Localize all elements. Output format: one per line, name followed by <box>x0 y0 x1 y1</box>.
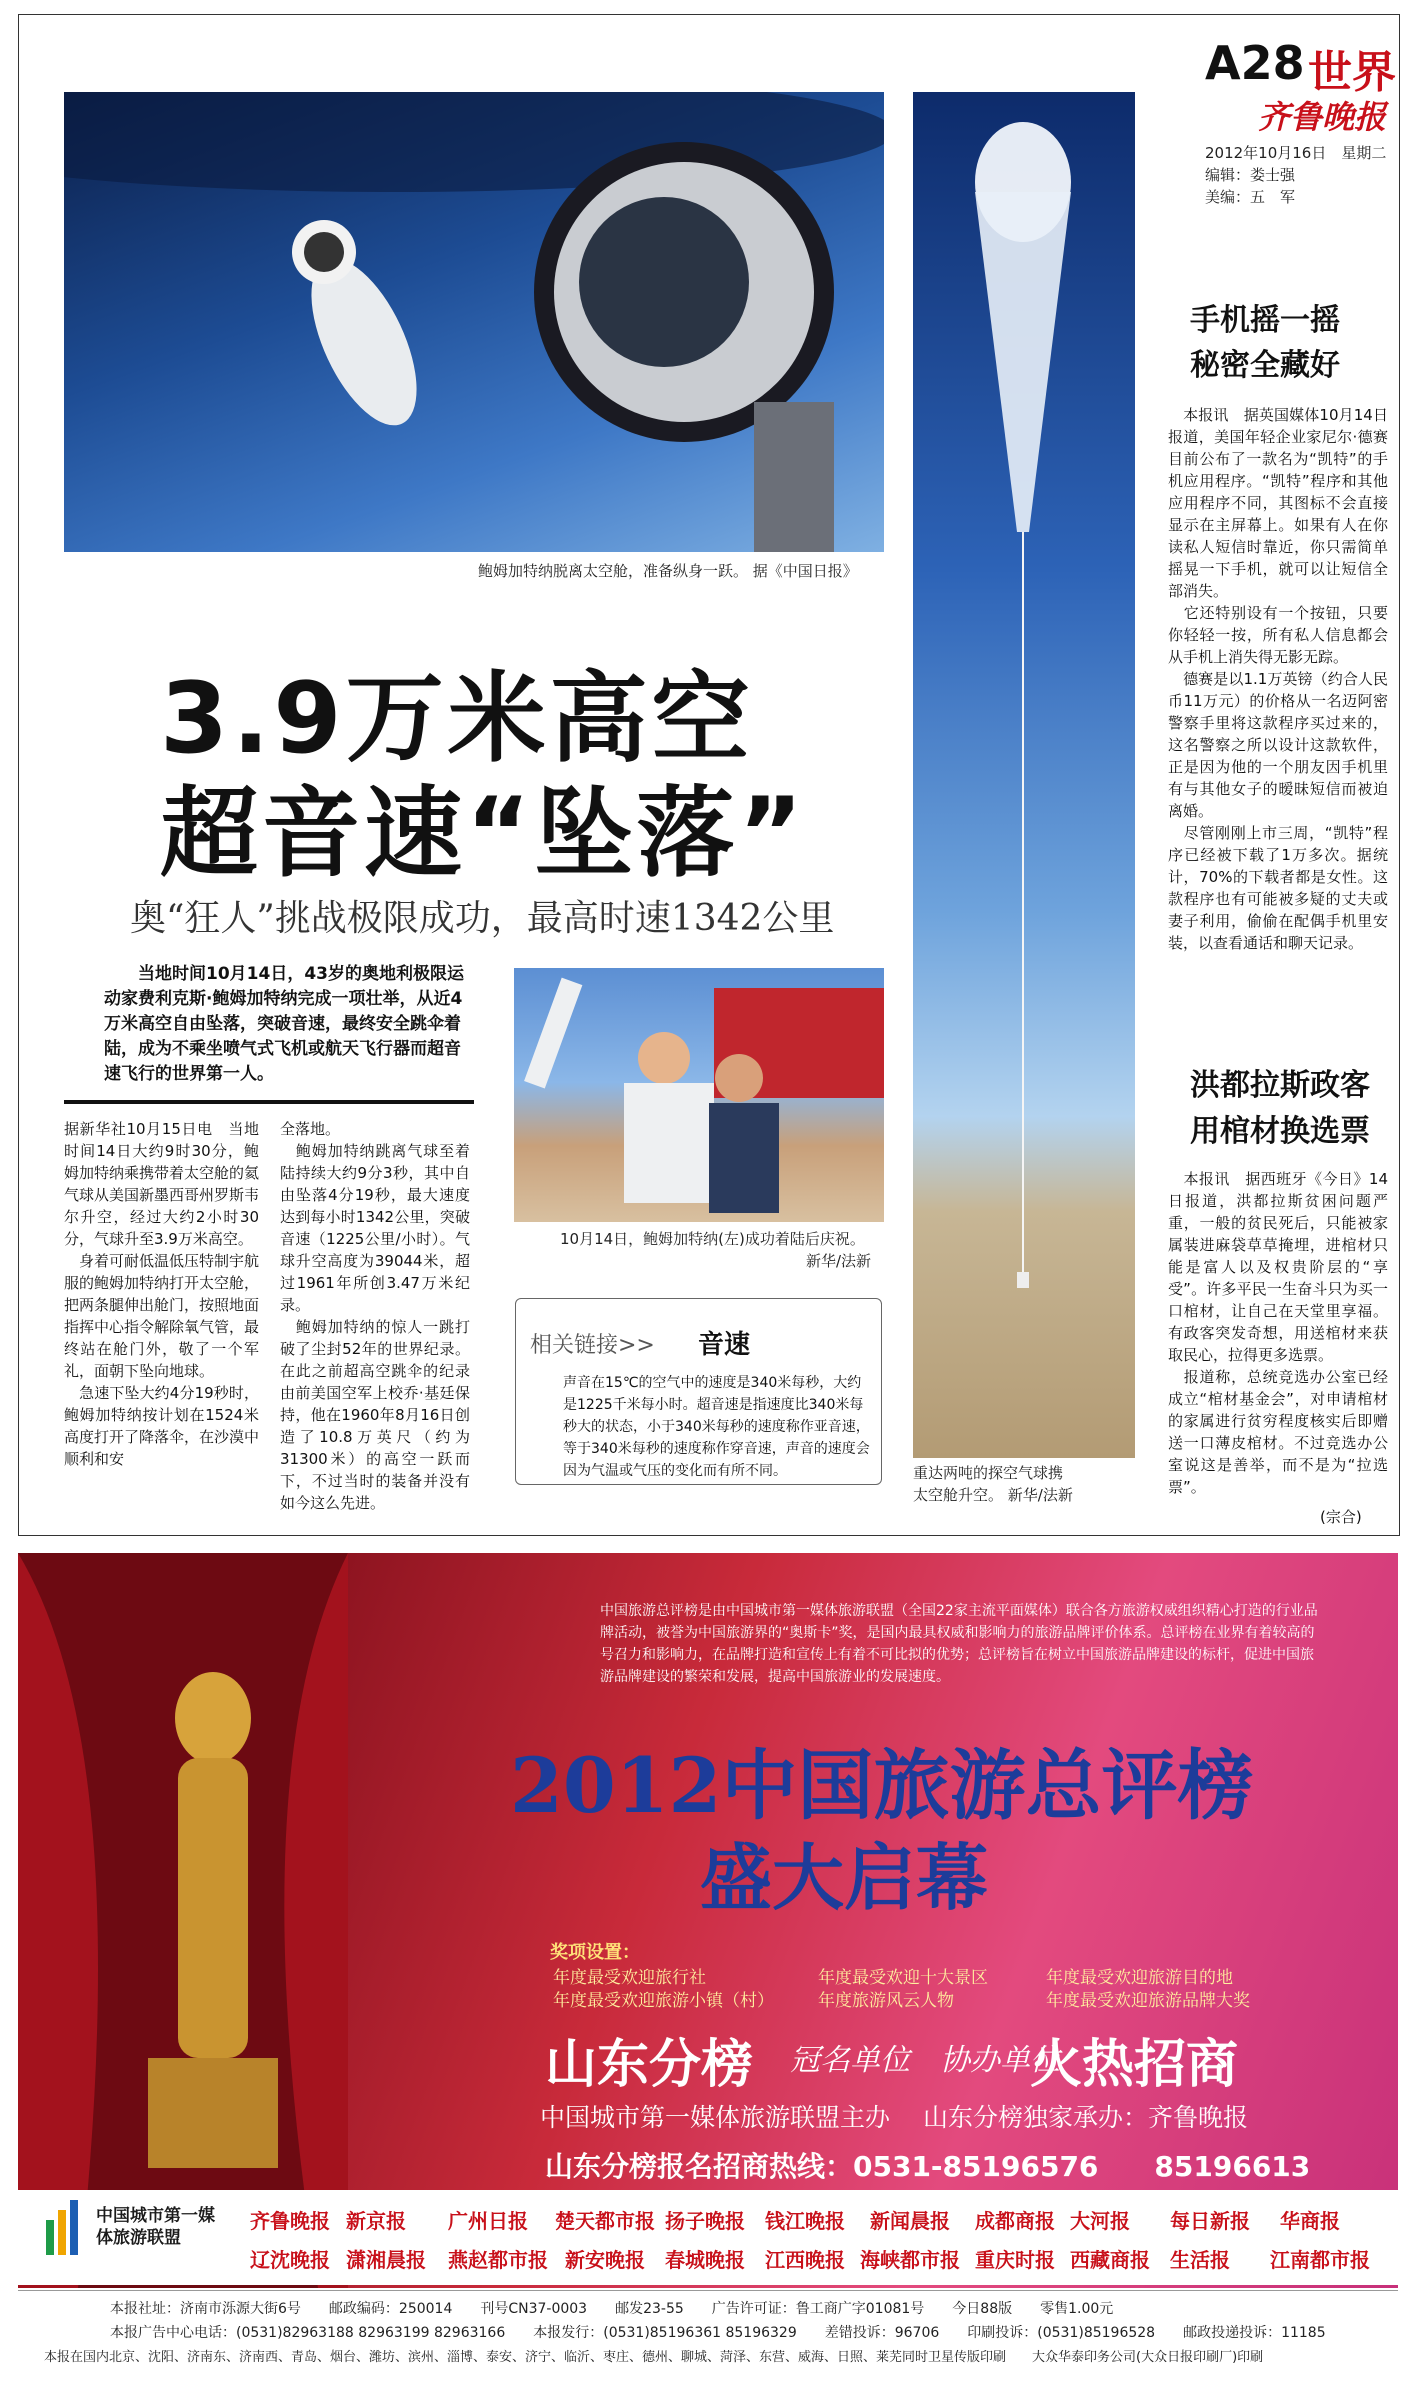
media-logo: 新京报 <box>346 2209 406 2233</box>
main-photo-caption: 鲍姆加特纳脱离太空舱，准备纵身一跃。 据《中国日报》 <box>478 562 858 580</box>
page-number: A28 <box>1205 36 1305 90</box>
main-photo <box>64 92 884 552</box>
media-logo: 华商报 <box>1280 2209 1340 2233</box>
media-logo: 潇湘晨报 <box>346 2248 426 2272</box>
alliance-logo-icon <box>46 2200 86 2264</box>
media-logo: 燕赵都市报 <box>448 2248 548 2272</box>
media-logo: 新闻晨报 <box>870 2209 950 2233</box>
media-logo: 钱江晚报 <box>765 2209 845 2233</box>
media-logo: 广州日报 <box>448 2209 528 2233</box>
story1-title-line2: 秘密全藏好 <box>1190 348 1340 383</box>
balloon-caption-line1: 重达两吨的探空气球携 <box>913 1464 1064 1482</box>
story1-body: 本报讯 据英国媒体10月14日报道，美国年轻企业家尼尔·德赛目前公布了一款名为“凯特”的手机应用程序。“凯特”程序和其他应用程序不同，其图标不会直接显示在主屏幕上。如果有人在你读私人短信时靠近，你只需简单摇晃一下手机，就可以让短信全部消失。 它还特别设有一个按钮，只要你轻轻一按，所有私人信息都会从手机上消失得无影无踪。 德赛是以1.1万英镑（约合人民币11万元）的价格从一名迈阿密警察手里将这款程序买过来的，这名警察之所以设计这款软件，正是因为他的一个朋友因手机里有与其他女子的暧昧短信而被迫离婚。 尽管刚刚上市三周，“凯特”程序已经被下载了1万多次。据统计，70%的下载者都是女性。这款程序也有可能被多疑的丈夫或妻子利用，偷偷在配偶手机里安装，以查看通话和聊天记录。 <box>1168 406 1388 952</box>
media-logo: 江南都市报 <box>1270 2248 1370 2272</box>
media-logo: 海峡都市报 <box>860 2248 960 2272</box>
story2-title-line2: 用棺材换选票 <box>1190 1114 1370 1149</box>
media-logo: 西藏商报 <box>1070 2248 1150 2272</box>
story2-source: (宗合) <box>1320 1508 1362 1526</box>
celebration-illustration <box>514 968 884 1222</box>
media-logo: 新安晚报 <box>565 2248 645 2272</box>
balloon-photo <box>913 92 1135 1458</box>
award-item: 年度最受欢迎旅游小镇（村） <box>553 1991 774 2011</box>
alliance-name: 中国城市第一媒体旅游联盟 <box>96 2206 215 2248</box>
footer-printing: 本报在国内北京、沈阳、济南东、济南西、青岛、烟台、潍坊、滨州、淄博、泰安、济宁、临沂、枣庄、德州、聊城、菏泽、东营、威海、日照、莱芜同时卫星传版印刷 大众华泰印务公司(大众日报印刷厂)印刷 <box>44 2350 1264 2365</box>
designer-credit: 美编：五 军 <box>1205 188 1296 206</box>
footer-phones: 本报广告中心电话：(0531)82963188 82963199 82963166 本报发行：(0531)85196361 85196329 差错投诉：96706 印刷投诉：(0531)85196528 邮政投递投诉：11185 <box>110 2325 1326 2341</box>
subheadline: 奥“狂人”挑战极限成功，最高时速1342公里 <box>130 898 835 939</box>
award-item: 年度最受欢迎旅游目的地 <box>1046 1968 1233 1988</box>
related-link-label: 相关链接>> <box>530 1333 655 1358</box>
media-logo: 每日新报 <box>1170 2209 1250 2233</box>
ad-subtitle: 盛大启幕 <box>700 1836 989 1920</box>
headline-line2: 超音速“坠落” <box>160 777 807 891</box>
media-logo: 重庆时报 <box>975 2248 1055 2272</box>
lead-divider <box>64 1100 474 1104</box>
story2-body: 本报讯 据西班牙《今日》14日报道，洪都拉斯贫困问题严重，一般的贫民死后，只能被家属装进麻袋草草掩埋，进棺材只能是富人以及权贵阶层的“享受”。许多平民一生奋斗只为买一口棺材，让自己在天堂里享福。有政客突发奇想，用送棺材来获取民心，拉得更多选票。 报道称，总统竞选办公室已经成立“棺材基金会”，对申请棺材的家属进行贫穷程度核实后即赠送一口薄皮棺材。不过竞选办公室说这是善举，而不是为“拉选票”。 <box>1168 1170 1388 1496</box>
awards-label: 奖项设置： <box>550 1942 640 1963</box>
ad-organizer: 中国城市第一媒体旅游联盟主办 山东分榜独家承办：齐鲁晚报 <box>540 2103 1248 2132</box>
ad-hotline: 山东分榜报名招商热线：0531-85196576 85196613 <box>545 2150 1311 2183</box>
landing-photo <box>514 968 884 1222</box>
body-column-2: 全落地。 鲍姆加特纳跳离气球至着陆持续大约9分3秒，其中自由坠落4分19秒，最大速度达到每小时1342公里，突破音速（1225公里/小时）。气球升空高度为39044米，超过1961年所创3.47万米纪录。 鲍姆加特纳的惊人一跳打破了尘封52年的世界纪录。在此之前超高空跳伞的纪录由前美国空军上校乔·基廷保持，他在1960年8月16日创造了10.8万英尺（约为31300米）的高空一跃而下，不过当时的装备并没有如今这么先进。 <box>280 1120 470 1512</box>
landing-caption-line1: 10月14日，鲍姆加特纳(左)成功着陆后庆祝。 <box>560 1230 865 1248</box>
media-logo: 辽沈晚报 <box>250 2248 330 2272</box>
section-title: 世界 <box>1308 47 1396 98</box>
media-logo: 春城晚报 <box>665 2248 745 2272</box>
ad-title: 2012中国旅游总评榜 <box>510 1741 1254 1830</box>
award-item: 年度最受欢迎旅游品牌大奖 <box>1046 1991 1250 2011</box>
ad-hot-recruit: 火热招商 <box>1030 2035 1239 2095</box>
media-logo: 齐鲁晚报 <box>250 2209 330 2233</box>
related-link-title: 音速 <box>698 1330 751 1360</box>
media-logo: 江西晚报 <box>765 2248 845 2272</box>
capsule-illustration <box>64 92 884 552</box>
media-logo: 扬子晚报 <box>665 2209 745 2233</box>
related-link-body: 声音在15℃的空气中的速度是340米每秒，大约是1225千米每小时。超音速是指速度比340米每秒大的状态，小于340米每秒的速度称作亚音速，等于340米每秒的速度称作穿音速，声音的速度会因为气温或气压的变化而有所不同。 <box>563 1375 870 1479</box>
headline-line1: 3.9万米高空 <box>160 662 754 776</box>
award-item: 年度旅游风云人物 <box>818 1991 954 2011</box>
story1-title-line1: 手机摇一摇 <box>1190 303 1340 338</box>
ad-intro: 中国旅游总评榜是由中国城市第一媒体旅游联盟（全国22家主流平面媒体）联合各方旅游权威组织精心打造的行业品牌活动，被誉为中国旅游界的“奥斯卡”奖，是国内最具权威和影响力的旅游品牌评价体系。总评榜在业界有着较高的号召力和影响力，在品牌打造和宣传上有着不可比拟的优势；总评榜旨在树立中国旅游品牌建设的标杆，促进中国旅游品牌建设的繁荣和发展，提高中国旅游业的发展速度。 <box>600 1603 1318 1685</box>
media-logo: 成都商报 <box>975 2209 1055 2233</box>
ad-sponsor-labels: 冠名单位 协办单位 <box>790 2043 1060 2078</box>
media-logo: 生活报 <box>1170 2248 1230 2272</box>
award-item: 年度最受欢迎十大景区 <box>818 1968 988 1988</box>
ad-shandong: 山东分榜 <box>545 2035 754 2095</box>
body-column-1: 据新华社10月15日电 当地时间14日大约9时30分，鲍姆加特纳乘携带着太空舱的氦气球从美国新墨西哥州罗斯韦尔升空，经过大约2小时30分，气球升至3.9万米高空。 身着可耐低温低压特制宇航服的鲍姆加特纳打开太空舱，把两条腿伸出舱门，按照地面指挥中心指令解除氧气管，最终站在舱门外，敬了一个军礼，面朝下坠向地球。 急速下坠大约4分19秒时，鲍姆加特纳按计划在1524米高度打开了降落伞，在沙漠中顺利和安 <box>64 1120 260 1468</box>
footer-address: 本报社址：济南市泺源大街6号 邮政编码：250014 刊号CN37-0003 邮发23-55 广告许可证：鲁工商广字01081号 今日88版 零售1.00元 <box>110 2301 1114 2317</box>
issue-date: 2012年10月16日 星期二 <box>1205 144 1387 162</box>
landing-caption-line2: 新华/法新 <box>806 1252 872 1270</box>
media-logo: 大河报 <box>1070 2209 1130 2233</box>
balloon-illustration <box>913 92 1135 1458</box>
editor-credit: 编辑：娄士强 <box>1205 166 1296 184</box>
award-item: 年度最受欢迎旅行社 <box>553 1968 706 1988</box>
story2-title-line1: 洪都拉斯政客 <box>1190 1068 1370 1103</box>
media-logo: 楚天都市报 <box>555 2209 655 2233</box>
lead-paragraph: 当地时间10月14日，43岁的奥地利极限运动家费利克斯·鲍姆加特纳完成一项壮举，从近4万米高空自由坠落，突破音速，最终安全跳伞着陆，成为不乘坐喷气式飞机或航天飞行器而超音速飞行的世界第一人。 <box>104 964 464 1084</box>
brand-logo: 齐鲁晚报 <box>1258 98 1387 136</box>
balloon-caption-line2: 太空舱升空。 新华/法新 <box>913 1486 1073 1504</box>
